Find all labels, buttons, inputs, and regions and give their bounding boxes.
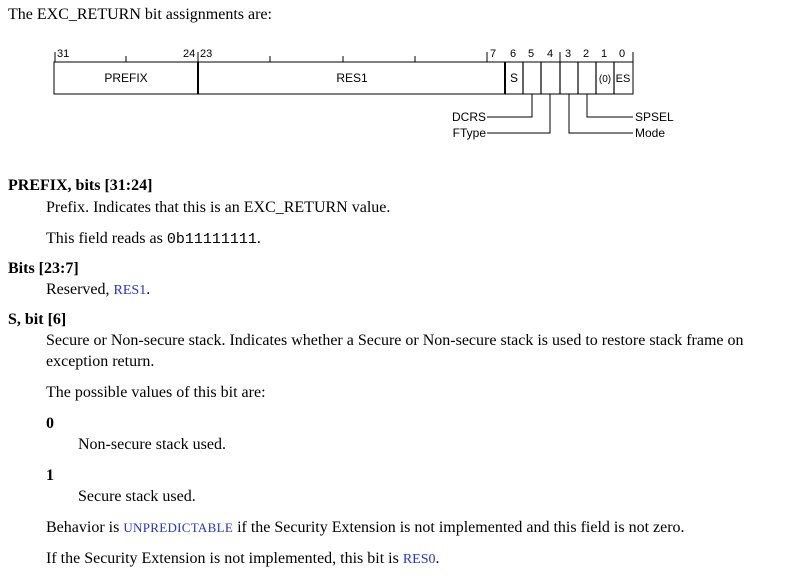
prefix-reads-suffix: .: [256, 230, 261, 247]
bits23-7-desc: [46, 281, 150, 299]
not-implemented-suffix: .: [435, 550, 440, 567]
bit-label-6: 6: [510, 48, 517, 60]
bit-label-1: 1: [601, 48, 608, 60]
bit-label-7: 7: [490, 48, 497, 60]
bits23-7-heading: Bits [23:7]: [8, 260, 79, 277]
field-s: S: [509, 71, 519, 85]
prefix-heading: PREFIX, bits [31:24]: [8, 177, 153, 194]
prefix-reads-text: This field reads as: [46, 230, 167, 247]
callout-lines: [487, 94, 633, 133]
behavior-text: [46, 519, 685, 537]
unpredictable-link[interactable]: UNPREDICTABLE: [123, 520, 234, 535]
callout-spsel: SPSEL: [635, 110, 674, 124]
bit-label-31: 31: [57, 48, 70, 60]
bits23-7-desc-suffix: .: [146, 281, 151, 298]
behavior-prefix: Behavior is: [46, 519, 124, 536]
prefix-reads-value: 0b11111111: [166, 231, 257, 248]
behavior-suffix: if the Security Extension is not implemented and this field is not zero.: [233, 519, 685, 536]
field-prefix: PREFIX: [104, 71, 148, 85]
s-bit-possible: The possible values of this bit are:: [46, 384, 266, 401]
bit-label-3: 3: [565, 48, 572, 60]
s-bit-desc-line1: Secure or Non-secure stack. Indicates whether a Secure or Non-secure stack is used to restore stack frame on: [46, 332, 744, 349]
bit-label-2: 2: [583, 48, 590, 60]
prefix-reads: [46, 230, 261, 248]
bit-label-23: 23: [200, 48, 213, 60]
bit-label-0: 0: [619, 48, 626, 60]
value-1-desc: Secure stack used.: [78, 488, 196, 505]
callout-mode: Mode: [635, 126, 666, 140]
not-implemented-prefix: If the Security Extension is not implemented, this bit is: [46, 550, 403, 567]
res0-link[interactable]: RES0: [402, 552, 436, 567]
bit-label-24: 24: [183, 48, 196, 60]
bits23-7-desc-text: Reserved,: [46, 281, 114, 298]
callout-ftype: FType: [452, 126, 486, 140]
value-1-label: 1: [46, 467, 54, 484]
bit-label-4: 4: [547, 48, 554, 60]
register-diagram: [0, 40, 794, 190]
s-bit-heading: S, bit [6]: [8, 311, 67, 328]
intro-text: The EXC_RETURN bit assignments are:: [8, 6, 272, 23]
value-0-desc: Non-secure stack used.: [78, 436, 226, 453]
prefix-desc: Prefix. Indicates that this is an EXC_RETURN value.: [46, 199, 391, 216]
not-implemented-text: [46, 550, 440, 568]
field-es: ES: [615, 73, 631, 85]
callout-dcrs: DCRS: [451, 110, 486, 124]
value-0-label: 0: [46, 415, 54, 432]
field-res1: RES1: [336, 71, 368, 85]
field-zero: (0): [598, 74, 612, 85]
bit-label-5: 5: [528, 48, 535, 60]
s-bit-desc-line2: exception return.: [46, 353, 155, 370]
res1-link[interactable]: RES1: [113, 283, 147, 298]
